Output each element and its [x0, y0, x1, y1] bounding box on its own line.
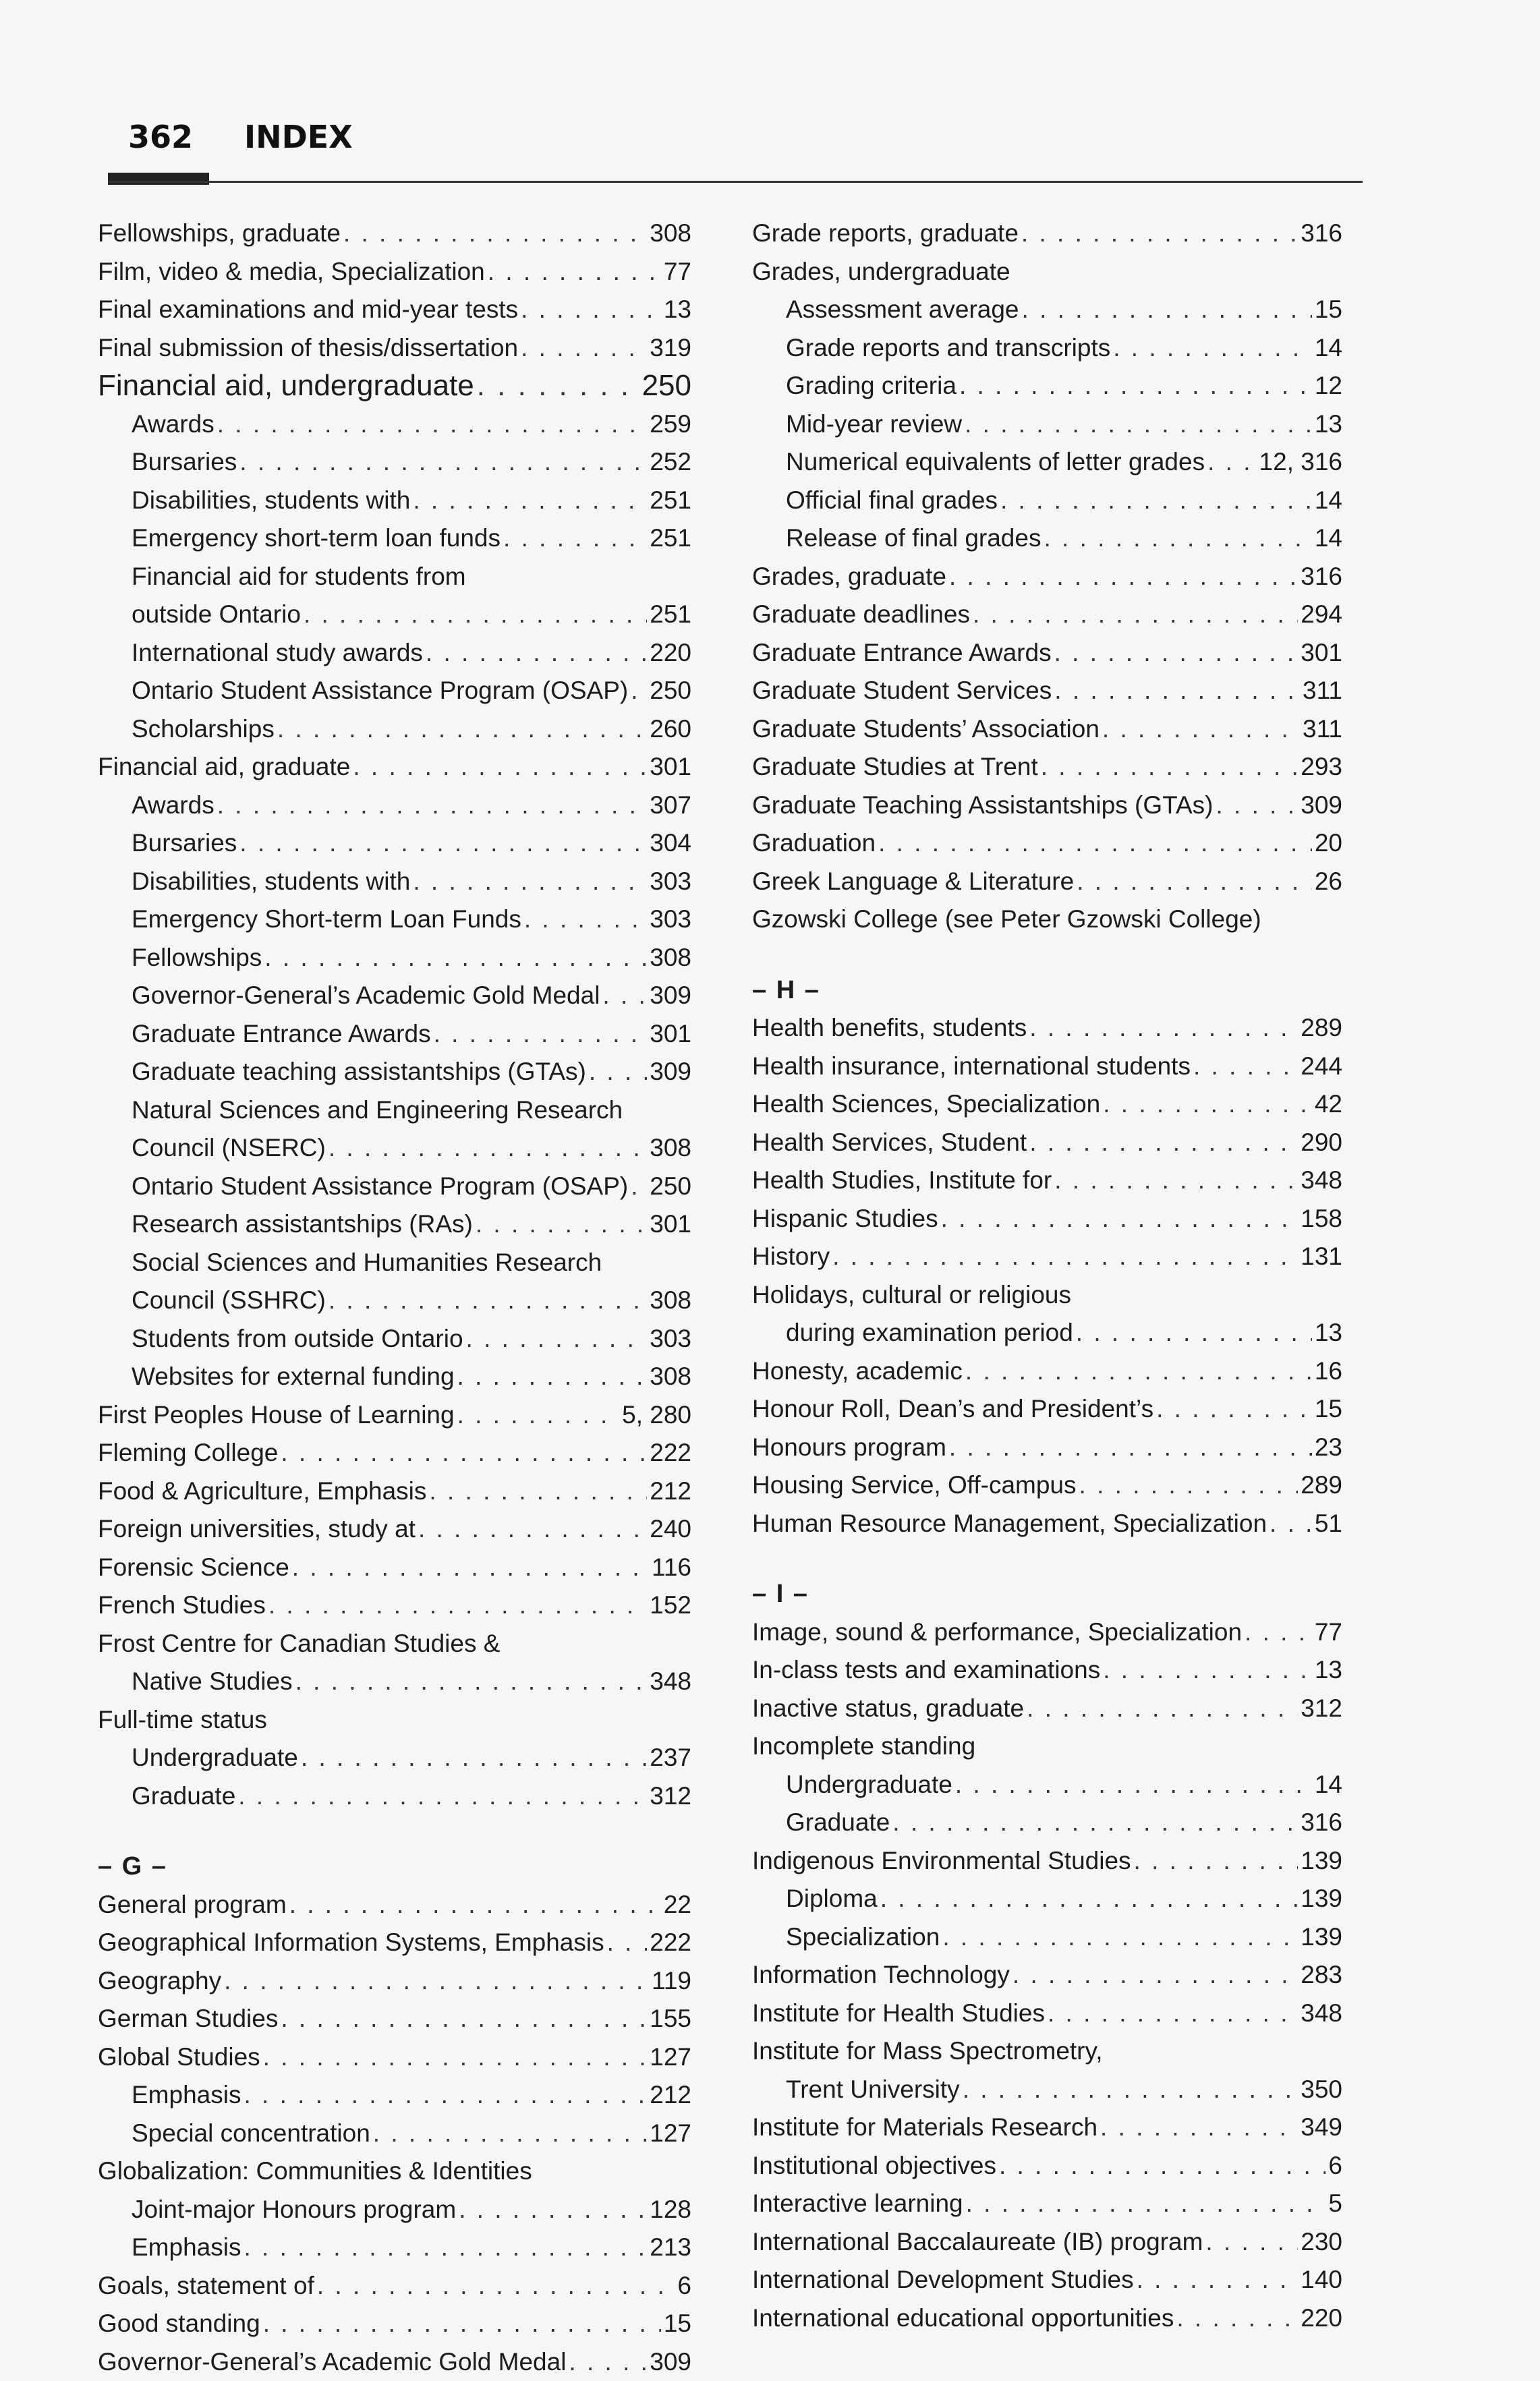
index-entry: General program . . . 22	[98, 1886, 691, 1924]
left-column	[98, 214, 691, 2381]
index-entry: Honesty, academic . . . 16	[752, 1352, 1342, 1391]
index-entry: Global Studies . . . 127	[98, 2038, 691, 2077]
index-subentry: Undergraduate . . . 237	[98, 1739, 691, 1777]
index-entry: Governor-General’s Academic Gold Medal . . . 309	[98, 2343, 691, 2381]
index-entry: Honour Roll, Dean’s and President’s . . . 15	[752, 1390, 1342, 1429]
index-entry: Health Studies, Institute for . . . 348	[752, 1161, 1342, 1200]
page-number: 362	[128, 119, 244, 155]
index-entry: First Peoples House of Learning . . . 5, 280	[98, 1396, 691, 1435]
right-column	[752, 214, 1342, 2337]
page-title: INDEX	[244, 119, 353, 155]
index-subentry: Students from outside Ontario . . . 303	[98, 1320, 691, 1358]
index-entry: Graduate Studies at Trent . . . 293	[752, 748, 1342, 786]
index-subentry: Bursaries . . . 304	[98, 824, 691, 863]
index-subentry: Emergency short-term loan funds . . . 251	[98, 519, 691, 558]
index-entry: In-class tests and examinations . . . 13	[752, 1651, 1342, 1690]
index-entry: Incomplete standing	[752, 1727, 1342, 1766]
index-entry: Institute for Health Studies . . . 348	[752, 1995, 1342, 2033]
index-subentry: Numerical equivalents of letter grades . . . 12, 316	[752, 443, 1342, 482]
index-subentry: Official final grades . . . 14	[752, 482, 1342, 520]
index-entry: Financial aid, graduate . . . 301	[98, 748, 691, 786]
index-entry: Honours program . . . 23	[752, 1429, 1342, 1467]
index-subentry: Social Sciences and Humanities Research	[98, 1244, 691, 1282]
index-entry: Graduate Teaching Assistantships (GTAs) . . . 309	[752, 786, 1342, 825]
index-subentry: Disabilities, students with . . . 251	[98, 482, 691, 520]
index-subentry: Fellowships . . . 308	[98, 939, 691, 977]
index-entry: History . . . 131	[752, 1238, 1342, 1276]
index-subentry: Council (NSERC) . . . 308	[98, 1129, 691, 1168]
index-subentry: Emergency Short-term Loan Funds . . . 303	[98, 900, 691, 939]
index-entry: French Studies . . . 152	[98, 1586, 691, 1625]
section-letter-i: – I –	[752, 1575, 1342, 1613]
index-entry: Film, video & media, Specialization . . . 77	[98, 253, 691, 291]
index-subentry: Graduate . . . 316	[752, 1804, 1342, 1842]
index-entry: Information Technology . . . 283	[752, 1956, 1342, 1995]
index-subentry: Emphasis . . . 212	[98, 2076, 691, 2115]
index-entry: Financial aid, undergraduate . . . 250	[98, 367, 691, 405]
index-entry: International Development Studies . . . 140	[752, 2261, 1342, 2299]
index-entry: Forensic Science . . . 116	[98, 1549, 691, 1587]
index-entry: Institutional objectives . . . 6	[752, 2147, 1342, 2185]
index-subentry: Joint-major Honours program . . . 128	[98, 2191, 691, 2229]
index-subentry: Specialization . . . 139	[752, 1918, 1342, 1957]
index-entry: Inactive status, graduate . . . 312	[752, 1690, 1342, 1728]
index-entry: Graduate Student Services . . . 311	[752, 672, 1342, 710]
index-entry: Health Sciences, Specialization . . . 42	[752, 1085, 1342, 1124]
index-subentry: Governor-General’s Academic Gold Medal . . . 309	[98, 977, 691, 1015]
index-entry: Indigenous Environmental Studies . . . 139	[752, 1842, 1342, 1881]
index-entry: Health Services, Student . . . 290	[752, 1124, 1342, 1162]
index-subentry: Research assistantships (RAs) . . . 301	[98, 1205, 691, 1244]
index-subentry: during examination period . . . 13	[752, 1314, 1342, 1352]
index-entry: Geographical Information Systems, Emphasis . . . 222	[98, 1924, 691, 1962]
index-subentry: Trent University . . . 350	[752, 2071, 1342, 2109]
index-entry: Institute for Mass Spectrometry,	[752, 2032, 1342, 2071]
index-subentry: Graduate . . . 312	[98, 1777, 691, 1816]
index-subentry: Mid-year review . . . 13	[752, 405, 1342, 444]
index-entry: Final examinations and mid-year tests . . . 13	[98, 291, 691, 329]
index-subentry: Awards . . . 307	[98, 786, 691, 825]
index-subentry: outside Ontario . . . 251	[98, 596, 691, 634]
index-subentry: Graduate teaching assistantships (GTAs) . . . 309	[98, 1053, 691, 1091]
index-subentry: Grading criteria . . . 12	[752, 367, 1342, 405]
index-subentry: Undergraduate . . . 14	[752, 1766, 1342, 1804]
section-letter-g: – G –	[98, 1847, 691, 1886]
index-entry: Grades, graduate . . . 316	[752, 558, 1342, 596]
index-entry: Hispanic Studies . . . 158	[752, 1200, 1342, 1238]
index-entry: Graduate deadlines . . . 294	[752, 596, 1342, 634]
index-entry: Goals, statement of . . . 6	[98, 2267, 691, 2305]
index-subentry: Diploma . . . 139	[752, 1880, 1342, 1918]
index-entry: Graduate Students’ Association . . . 311	[752, 710, 1342, 749]
index-subentry: Ontario Student Assistance Program (OSAP) . . . 250	[98, 672, 691, 710]
index-entry: Final submission of thesis/dissertation . . . 319	[98, 329, 691, 368]
index-subentry: Council (SSHRC) . . . 308	[98, 1282, 691, 1320]
index-subentry: International study awards . . . 220	[98, 634, 691, 672]
index-subentry: Awards . . . 259	[98, 405, 691, 444]
index-entry: Health insurance, international students . . . 244	[752, 1048, 1342, 1086]
index-entry: International educational opportunities . . . 220	[752, 2299, 1342, 2338]
index-entry: Health benefits, students . . . 289	[752, 1009, 1342, 1048]
index-entry: Good standing . . . 15	[98, 2305, 691, 2343]
index-entry: Interactive learning . . . 5	[752, 2185, 1342, 2223]
index-entry: Food & Agriculture, Emphasis . . . 212	[98, 1472, 691, 1511]
index-entry: International Baccalaureate (IB) program . . . 230	[752, 2223, 1342, 2262]
index-subentry: Graduate Entrance Awards . . . 301	[98, 1015, 691, 1054]
index-subentry: Ontario Student Assistance Program (OSAP) . . . 250	[98, 1168, 691, 1206]
index-subentry: Scholarships . . . 260	[98, 710, 691, 749]
index-subentry: Financial aid for students from	[98, 558, 691, 596]
index-entry: Human Resource Management, Specialization . . . 51	[752, 1505, 1342, 1543]
index-subentry: Assessment average . . . 15	[752, 291, 1342, 329]
header-rule	[108, 181, 1363, 183]
index-subentry: Disabilities, students with . . . 303	[98, 863, 691, 901]
index-subentry: Special concentration . . . 127	[98, 2115, 691, 2153]
index-entry: German Studies . . . 155	[98, 2000, 691, 2038]
index-subentry: Grade reports and transcripts . . . 14	[752, 329, 1342, 368]
index-entry: Graduate Entrance Awards . . . 301	[752, 634, 1342, 672]
index-subentry: Websites for external funding . . . 308	[98, 1358, 691, 1396]
index-entry: Institute for Materials Research . . . 349	[752, 2109, 1342, 2147]
index-entry: Holidays, cultural or religious	[752, 1276, 1342, 1315]
index-entry: Fleming College . . . 222	[98, 1434, 691, 1472]
index-subentry: Native Studies . . . 348	[98, 1663, 691, 1701]
header-rule-thick	[108, 173, 209, 185]
index-entry: Grades, undergraduate	[752, 253, 1342, 291]
index-entry: Grade reports, graduate . . . 316	[752, 214, 1342, 253]
page-header	[128, 119, 353, 155]
section-letter-h: – H –	[752, 971, 1342, 1010]
index-subentry: Release of final grades . . . 14	[752, 519, 1342, 558]
index-subentry: Emphasis . . . 213	[98, 2229, 691, 2267]
index-subentry: Natural Sciences and Engineering Research	[98, 1091, 691, 1130]
index-entry: Fellowships, graduate . . . 308	[98, 214, 691, 253]
index-entry: Housing Service, Off-campus . . . 289	[752, 1466, 1342, 1505]
index-entry: Image, sound & performance, Specialization . . . 77	[752, 1613, 1342, 1652]
index-entry: Foreign universities, study at . . . 240	[98, 1510, 691, 1549]
index-entry: Greek Language & Literature . . . 26	[752, 863, 1342, 901]
index-entry: Geography . . . 119	[98, 1962, 691, 2001]
index-entry: Gzowski College (see Peter Gzowski College)	[752, 900, 1342, 939]
index-subentry: Bursaries . . . 252	[98, 443, 691, 482]
index-entry: Frost Centre for Canadian Studies &	[98, 1625, 691, 1663]
index-entry: Graduation . . . 20	[752, 824, 1342, 863]
index-entry: Globalization: Communities & Identities	[98, 2152, 691, 2191]
index-entry: Full-time status	[98, 1701, 691, 1740]
